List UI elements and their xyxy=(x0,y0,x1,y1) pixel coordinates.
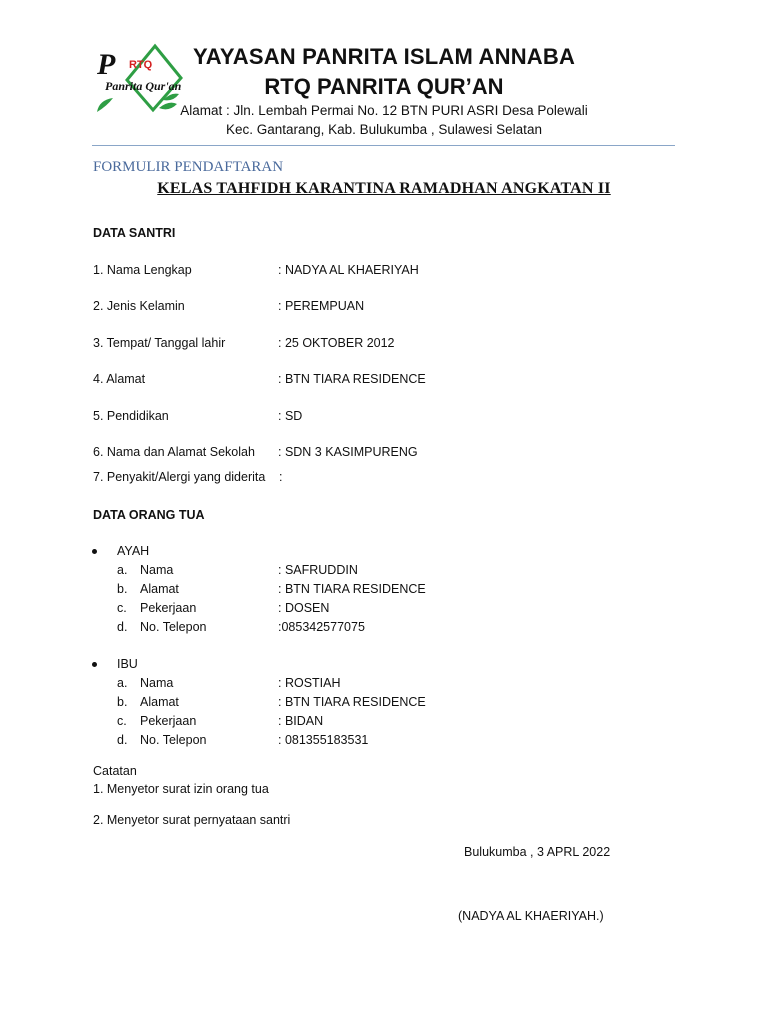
santri-value: : NADYA AL KHAERIYAH xyxy=(278,263,419,277)
father-row-label: Nama xyxy=(140,563,174,577)
santri-heading: DATA SANTRI xyxy=(93,226,176,240)
signature-name: (NADYA AL KHAERIYAH.) xyxy=(458,909,604,923)
mother-row-label: No. Telepon xyxy=(140,733,207,747)
santri-label: 1. Nama Lengkap xyxy=(93,263,192,277)
mother-row-letter: c. xyxy=(117,714,127,728)
father-row-letter: c. xyxy=(117,601,127,615)
santri-label: 7. Penyakit/Alergi yang diderita xyxy=(93,470,266,484)
father-row-label: Pekerjaan xyxy=(140,601,197,615)
parents-heading: DATA ORANG TUA xyxy=(93,508,205,522)
father-row-value: :085342577075 xyxy=(278,620,365,634)
santri-value: : xyxy=(279,470,283,484)
santri-value: : BTN TIARA RESIDENCE xyxy=(278,372,426,386)
mother-row-letter: a. xyxy=(117,676,128,690)
mother-row-label: Nama xyxy=(140,676,174,690)
father-row-letter: b. xyxy=(117,582,128,596)
mother-row-value: : BTN TIARA RESIDENCE xyxy=(278,695,426,709)
father-row-letter: a. xyxy=(117,563,128,577)
father-row-value: : SAFRUDDIN xyxy=(278,563,358,577)
form-subtitle: KELAS TAHFIDH KARANTINA RAMADHAN ANGKATAN II xyxy=(157,180,611,197)
org-name: YAYASAN PANRITA ISLAM ANNABA xyxy=(192,44,576,69)
signature-place-date: Bulukumba , 3 APRL 2022 xyxy=(464,845,611,859)
logo-line1: RTQ xyxy=(129,59,153,71)
father-row-letter: d. xyxy=(117,620,128,634)
mother-row-label: Alamat xyxy=(140,695,179,709)
note-item: 2. Menyetor surat pernyataan santri xyxy=(93,813,291,827)
form-title: FORMULIR PENDAFTARAN xyxy=(93,159,284,175)
header-divider xyxy=(92,145,675,146)
address-line-1: Alamat : Jln. Lembah Permai No. 12 BTN PURI ASRI Desa Polewali xyxy=(180,103,588,118)
santri-label: 6. Nama dan Alamat Sekolah xyxy=(93,445,255,459)
logo-line2: Panrita Qur'an xyxy=(105,79,182,93)
father-title: AYAH xyxy=(117,544,150,558)
santri-label: 3. Tempat/ Tanggal lahir xyxy=(93,336,226,350)
father-row-value: : BTN TIARA RESIDENCE xyxy=(278,582,426,596)
mother-row-letter: b. xyxy=(117,695,128,709)
santri-label: 5. Pendidikan xyxy=(93,409,169,423)
santri-label: 2. Jenis Kelamin xyxy=(93,299,185,313)
logo-initial: P xyxy=(97,48,116,81)
mother-row-value: : 081355183531 xyxy=(278,733,369,747)
santri-value: : SDN 3 KASIMPURENG xyxy=(278,445,418,459)
santri-value: : 25 OKTOBER 2012 xyxy=(278,336,395,350)
santri-value: : SD xyxy=(278,409,303,423)
mother-row-letter: d. xyxy=(117,733,128,747)
mother-row-value: : ROSTIAH xyxy=(278,676,341,690)
bullet-icon xyxy=(92,662,97,667)
mother-title: IBU xyxy=(117,657,138,671)
father-row-label: No. Telepon xyxy=(140,620,207,634)
santri-label: 4. Alamat xyxy=(93,372,146,386)
org-unit: RTQ PANRITA QUR’AN xyxy=(264,74,504,99)
notes-heading: Catatan xyxy=(93,764,137,778)
note-item: 1. Menyetor surat izin orang tua xyxy=(93,782,269,796)
mother-row-label: Pekerjaan xyxy=(140,714,197,728)
mother-row-value: : BIDAN xyxy=(278,714,324,728)
address-line-2: Kec. Gantarang, Kab. Bulukumba , Sulawesi Selatan xyxy=(226,122,542,137)
father-row-label: Alamat xyxy=(140,582,179,596)
father-row-value: : DOSEN xyxy=(278,601,330,615)
bullet-icon xyxy=(92,549,97,554)
santri-value: : PEREMPUAN xyxy=(278,299,365,313)
